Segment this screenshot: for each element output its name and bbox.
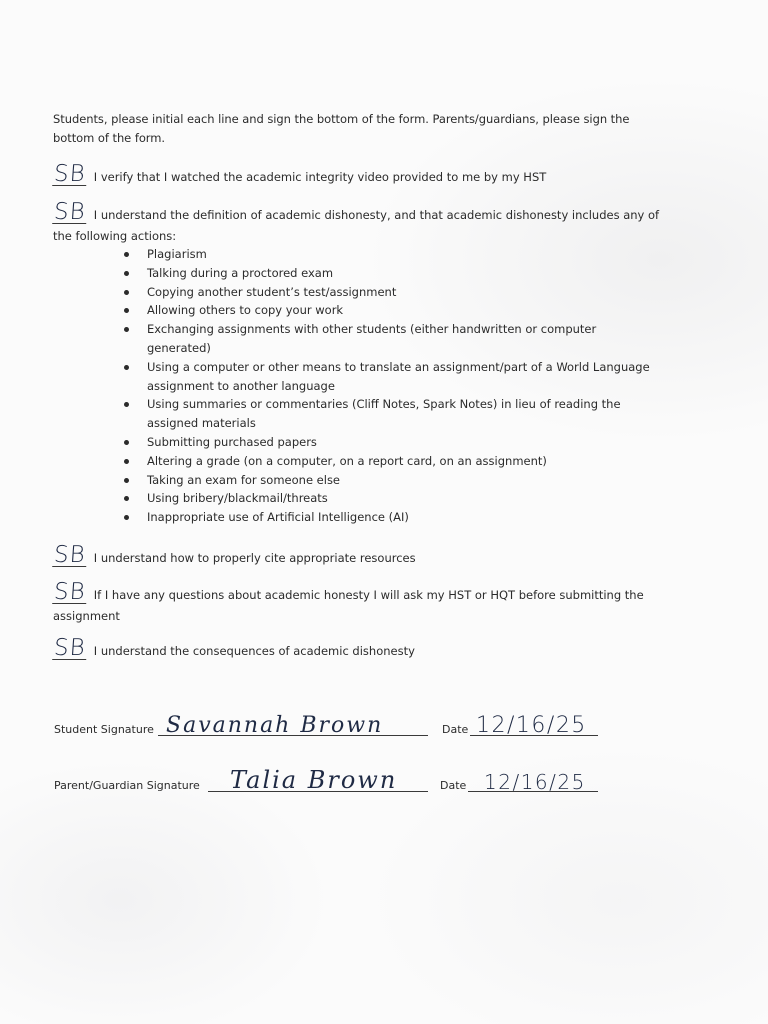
- list-item: [120, 452, 660, 471]
- list-item: [120, 358, 660, 396]
- list-item-text: Allowing others to copy your work: [147, 303, 344, 318]
- student-signature-row: [54, 702, 614, 742]
- student-date[interactable]: 12/16/25: [476, 713, 587, 738]
- bullet-icon: [124, 308, 129, 313]
- bullet-icon: [124, 459, 129, 464]
- list-item-text: Taking an exam for someone else: [147, 472, 341, 487]
- list-item: [120, 245, 660, 264]
- student-signature-label: Student Signature: [54, 723, 154, 736]
- statement-text: I understand the consequences of academic dishonesty: [93, 644, 415, 658]
- student-signature[interactable]: Savannah Brown: [166, 713, 384, 738]
- form-instructions: Students, please initial each line and sign the bottom of the form. Parents/guardians, please sign the bottom of the form.: [53, 112, 630, 145]
- dishonesty-actions-list: [120, 245, 660, 527]
- initials-field[interactable]: SB: [53, 199, 87, 225]
- bullet-icon: [124, 252, 129, 257]
- list-item-text: Submitting purchased papers: [147, 434, 317, 449]
- list-item-text: Using bribery/blackmail/threats: [147, 491, 328, 506]
- bullet-icon: [124, 496, 129, 501]
- statement-text: I understand how to properly cite appropriate resources: [93, 551, 416, 565]
- list-item-text: Inappropriate use of Artificial Intelligence (AI): [147, 510, 409, 525]
- bullet-icon: [124, 515, 129, 520]
- student-date-label: Date: [442, 723, 469, 736]
- initials-field[interactable]: SB: [53, 635, 87, 661]
- list-item-text: Using a computer or other means to translate an assignment/part of a World Language assignment to another language: [147, 359, 650, 393]
- parent-signature-row: [54, 758, 614, 798]
- list-item: [120, 489, 660, 508]
- bullet-icon: [124, 365, 129, 370]
- statement-4: [53, 581, 668, 626]
- list-item: [120, 301, 660, 320]
- statement-text: If I have any questions about academic honesty I will ask my HST or HQT before submitting the assignment: [53, 588, 644, 623]
- bullet-icon: [124, 327, 129, 332]
- statement-2: [53, 201, 668, 246]
- list-item: [120, 264, 660, 283]
- list-item: [120, 395, 660, 433]
- list-item-text: Talking during a proctored exam: [147, 265, 334, 280]
- statement-3: [53, 544, 668, 568]
- bullet-icon: [124, 478, 129, 483]
- bullet-icon: [124, 440, 129, 445]
- list-item-text: Altering a grade (on a computer, on a report card, on an assignment): [147, 453, 547, 468]
- statement-1: [53, 163, 668, 187]
- list-item: [120, 320, 660, 358]
- bullet-icon: [124, 271, 129, 276]
- statement-5: [53, 637, 668, 661]
- bullet-icon: [124, 402, 129, 407]
- parent-signature[interactable]: Talia Brown: [230, 766, 398, 794]
- list-item: [120, 283, 660, 302]
- list-item-text: Copying another student’s test/assignment: [147, 284, 397, 299]
- list-item-text: Exchanging assignments with other students (either handwritten or computer generated): [147, 322, 597, 355]
- list-item: [120, 433, 660, 452]
- initials-field[interactable]: SB: [53, 161, 87, 187]
- parent-date[interactable]: 12/16/25: [484, 770, 586, 794]
- initials-field[interactable]: SB: [53, 579, 87, 605]
- parent-date-label: Date: [440, 779, 467, 792]
- bullet-icon: [124, 290, 129, 295]
- list-item: [120, 508, 660, 527]
- list-item: [120, 471, 660, 490]
- statement-text: I verify that I watched the academic integrity video provided to me by my HST: [93, 170, 547, 184]
- initials-field[interactable]: SB: [53, 542, 87, 568]
- list-item-text: Plagiarism: [147, 247, 207, 261]
- list-item-text: Using summaries or commentaries (Cliff Notes, Spark Notes) in lieu of reading the assigned materials: [147, 397, 621, 431]
- parent-signature-label: Parent/Guardian Signature: [54, 779, 200, 792]
- statement-text: I understand the definition of academic dishonesty, and that academic dishonesty includes any of the following actions:: [53, 208, 660, 243]
